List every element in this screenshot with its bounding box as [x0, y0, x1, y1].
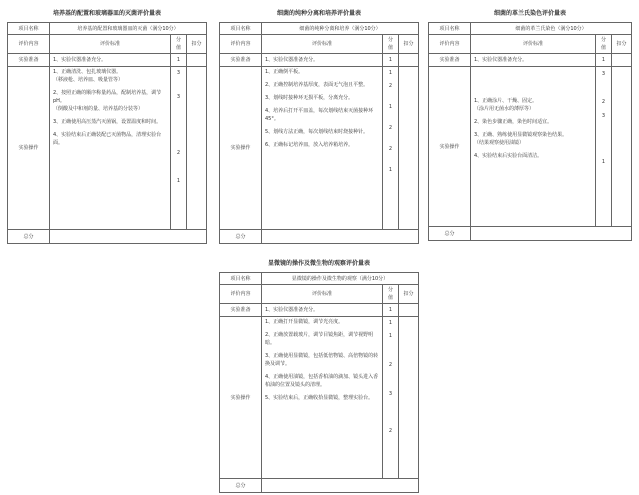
rubric-table: [428, 22, 632, 241]
op-deduct-cell: [612, 67, 632, 227]
content-header: 评价内容: [8, 35, 50, 54]
op-step-score: 2: [388, 362, 393, 368]
project-name-label: 项目名称: [220, 23, 262, 35]
op-step: 4、培养后打开平皿盖，每次划线结束灭菌接种环45°。: [265, 108, 374, 122]
total-label: 总分: [220, 479, 262, 493]
project-name-value: 细菌的革兰氏染色（满分10分）: [471, 23, 632, 35]
op-label: 实验操作: [8, 67, 50, 230]
rubric-sheet-gram-stain: [428, 8, 632, 241]
op-scores: [382, 317, 398, 479]
op-step: 3、划线时接种环无损平板，分离充分。: [265, 95, 354, 101]
total-label: 总分: [220, 230, 262, 244]
op-deduct-cell: [187, 67, 207, 230]
deduct-header: 扣分: [398, 35, 418, 54]
op-step: 2、正确控制培养基厚度，表面无气泡且平整。: [265, 82, 369, 88]
prep-label: 实验准备: [220, 54, 262, 67]
op-step: 3、正确使用显微镜，包括低倍物镜、高倍物镜的转换及调节。: [265, 353, 379, 367]
project-name-value: 细菌的纯种分离和培养（满分10分）: [262, 23, 419, 35]
op-standards: [262, 317, 383, 479]
rubric-table: [7, 22, 207, 244]
op-step-score: 1: [388, 167, 393, 173]
total-label: 总分: [8, 230, 50, 244]
op-step-score: 1: [388, 70, 393, 76]
standard-header: 评价标准: [50, 35, 171, 54]
op-scores: [382, 67, 398, 230]
prep-standard: 1、实验仪器准备充分。: [471, 54, 596, 67]
content-header: 评价内容: [220, 35, 262, 54]
standard-header: 评价标准: [262, 285, 383, 304]
op-step-score: 2: [388, 83, 393, 89]
deduct-header: 扣分: [612, 35, 632, 54]
project-name-label: 项目名称: [429, 23, 471, 35]
prep-deduct-cell: [612, 54, 632, 67]
op-step-score: 1: [176, 178, 181, 184]
op-step-score: 1: [388, 320, 393, 326]
prep-score: 1: [596, 54, 612, 67]
op-step-score: 1: [388, 333, 393, 339]
deduct-header: 扣分: [398, 285, 418, 304]
op-standards: [471, 67, 596, 227]
content-header: 评价内容: [429, 35, 471, 54]
op-label: 实验操作: [220, 317, 262, 479]
op-step: 6、正确标记培养皿，放入培养箱培养。: [265, 142, 354, 148]
op-scores: [171, 67, 187, 230]
op-label: 实验操作: [220, 67, 262, 230]
rubric-sheet-media-prep: [7, 8, 207, 244]
rubric-sheet-microscope: [219, 258, 419, 493]
op-step-score: 2: [388, 146, 393, 152]
op-step: 1、正确倒平板。: [265, 69, 304, 75]
op-step-score: 2: [601, 99, 606, 105]
rubric-table: [219, 272, 419, 493]
total-value-cell: [471, 227, 632, 241]
op-step: 2、按照正确的顺序称量药品，配制培养基，调节pH。 （倒酸及中和剂的量、培养基的分装等）: [53, 90, 162, 112]
total-value-cell: [50, 230, 207, 244]
standard-header: 评价标准: [471, 35, 596, 54]
op-step: 1、正确清洗、包扎玻璃仪器。 （移液枪、培养皿、吸量管等）: [53, 69, 124, 83]
project-name-value: 显微镜的操作及微生物的观察（满分10分）: [262, 273, 419, 285]
prep-standard: 1、实验仪器准备充分。: [50, 54, 171, 67]
op-step-score: 2: [388, 125, 393, 131]
prep-score: 1: [171, 54, 187, 67]
content-header: 评价内容: [220, 285, 262, 304]
prep-label: 实验准备: [8, 54, 50, 67]
prep-standard: 1、实验仪器准备充分。: [262, 304, 383, 317]
prep-deduct-cell: [187, 54, 207, 67]
op-standards: [262, 67, 383, 230]
deduct-header: 扣分: [187, 35, 207, 54]
op-step: 1、正确打开显微镜，调节光亮度。: [265, 319, 344, 325]
op-step: 4、实验结束后正确装配已灭菌物品，清理实验台面。: [53, 132, 162, 146]
op-step: 2、正确放置载玻片，调节目镜焦距，调节视野明暗。: [265, 332, 374, 346]
prep-label: 实验准备: [220, 304, 262, 317]
op-scores: [596, 67, 612, 227]
op-step: 3、正确使用高压蒸汽灭菌锅，设置温度和时间。: [53, 119, 162, 125]
standard-header: 评价标准: [262, 35, 383, 54]
op-step: 3、正确、熟练使用显微镜观察染色结果。 （结果观察使用油镜）: [474, 132, 568, 146]
op-standards: [50, 67, 171, 230]
total-value-cell: [262, 479, 419, 493]
prep-deduct-cell: [398, 54, 418, 67]
sheet-title: 培养基的配置和玻璃器皿的灭菌评价量表: [52, 10, 161, 17]
op-step-score: 1: [388, 104, 393, 110]
op-step: 5、划线方法正确，每次划线结束时烧接种针。: [265, 129, 369, 135]
rubric-sheet-pure-culture: [219, 8, 419, 244]
op-label: 实验操作: [429, 67, 471, 227]
score-header: 分值: [382, 285, 398, 304]
op-step-score: 3: [388, 391, 393, 397]
op-step: 1、正确涂片、干燥、固定。 （涂片用无菌水的薄厚等）: [474, 98, 538, 112]
project-name-value: 培养基的配置和玻璃器皿的灭菌（满分10分）: [50, 23, 207, 35]
op-step-score: 2: [176, 150, 181, 156]
sheet-title: 细菌的纯种分离和培养评价量表: [276, 10, 361, 17]
sheet-title: 显微镜的操作及微生物的观察评价量表: [267, 260, 370, 267]
score-header: 分值: [382, 35, 398, 54]
op-step: 2、染色步骤正确，染色时间适宜。: [474, 119, 553, 125]
total-value-cell: [262, 230, 419, 244]
sheet-title: 细菌的革兰氏染色评价量表: [493, 10, 566, 17]
op-step: 5、实验结束后，正确收拾显微镜，整理实验台。: [265, 395, 374, 401]
op-step-score: 3: [176, 94, 181, 100]
op-step-score: 3: [601, 71, 606, 77]
project-name-label: 项目名称: [220, 273, 262, 285]
op-step: 4、实验结束后实验台面清洁。: [474, 153, 543, 159]
op-step: 4、正确使用油镜，包括香柏油的滴加、镜头进入香柏油的位置及镜头的清理。: [265, 374, 379, 388]
score-header: 分值: [171, 35, 187, 54]
prep-label: 实验准备: [429, 54, 471, 67]
op-step-score: 2: [388, 428, 393, 434]
op-deduct-cell: [398, 67, 418, 230]
op-step-score: 1: [601, 159, 606, 165]
project-name-label: 项目名称: [8, 23, 50, 35]
op-step-score: 3: [176, 70, 181, 76]
prep-standard: 1、实验仪器准备充分。: [262, 54, 383, 67]
prep-score: 1: [382, 54, 398, 67]
prep-score: 1: [382, 304, 398, 317]
total-label: 总分: [429, 227, 471, 241]
op-deduct-cell: [398, 317, 418, 479]
op-step-score: 3: [601, 113, 606, 119]
score-header: 分值: [596, 35, 612, 54]
prep-deduct-cell: [398, 304, 418, 317]
rubric-table: [219, 22, 419, 244]
